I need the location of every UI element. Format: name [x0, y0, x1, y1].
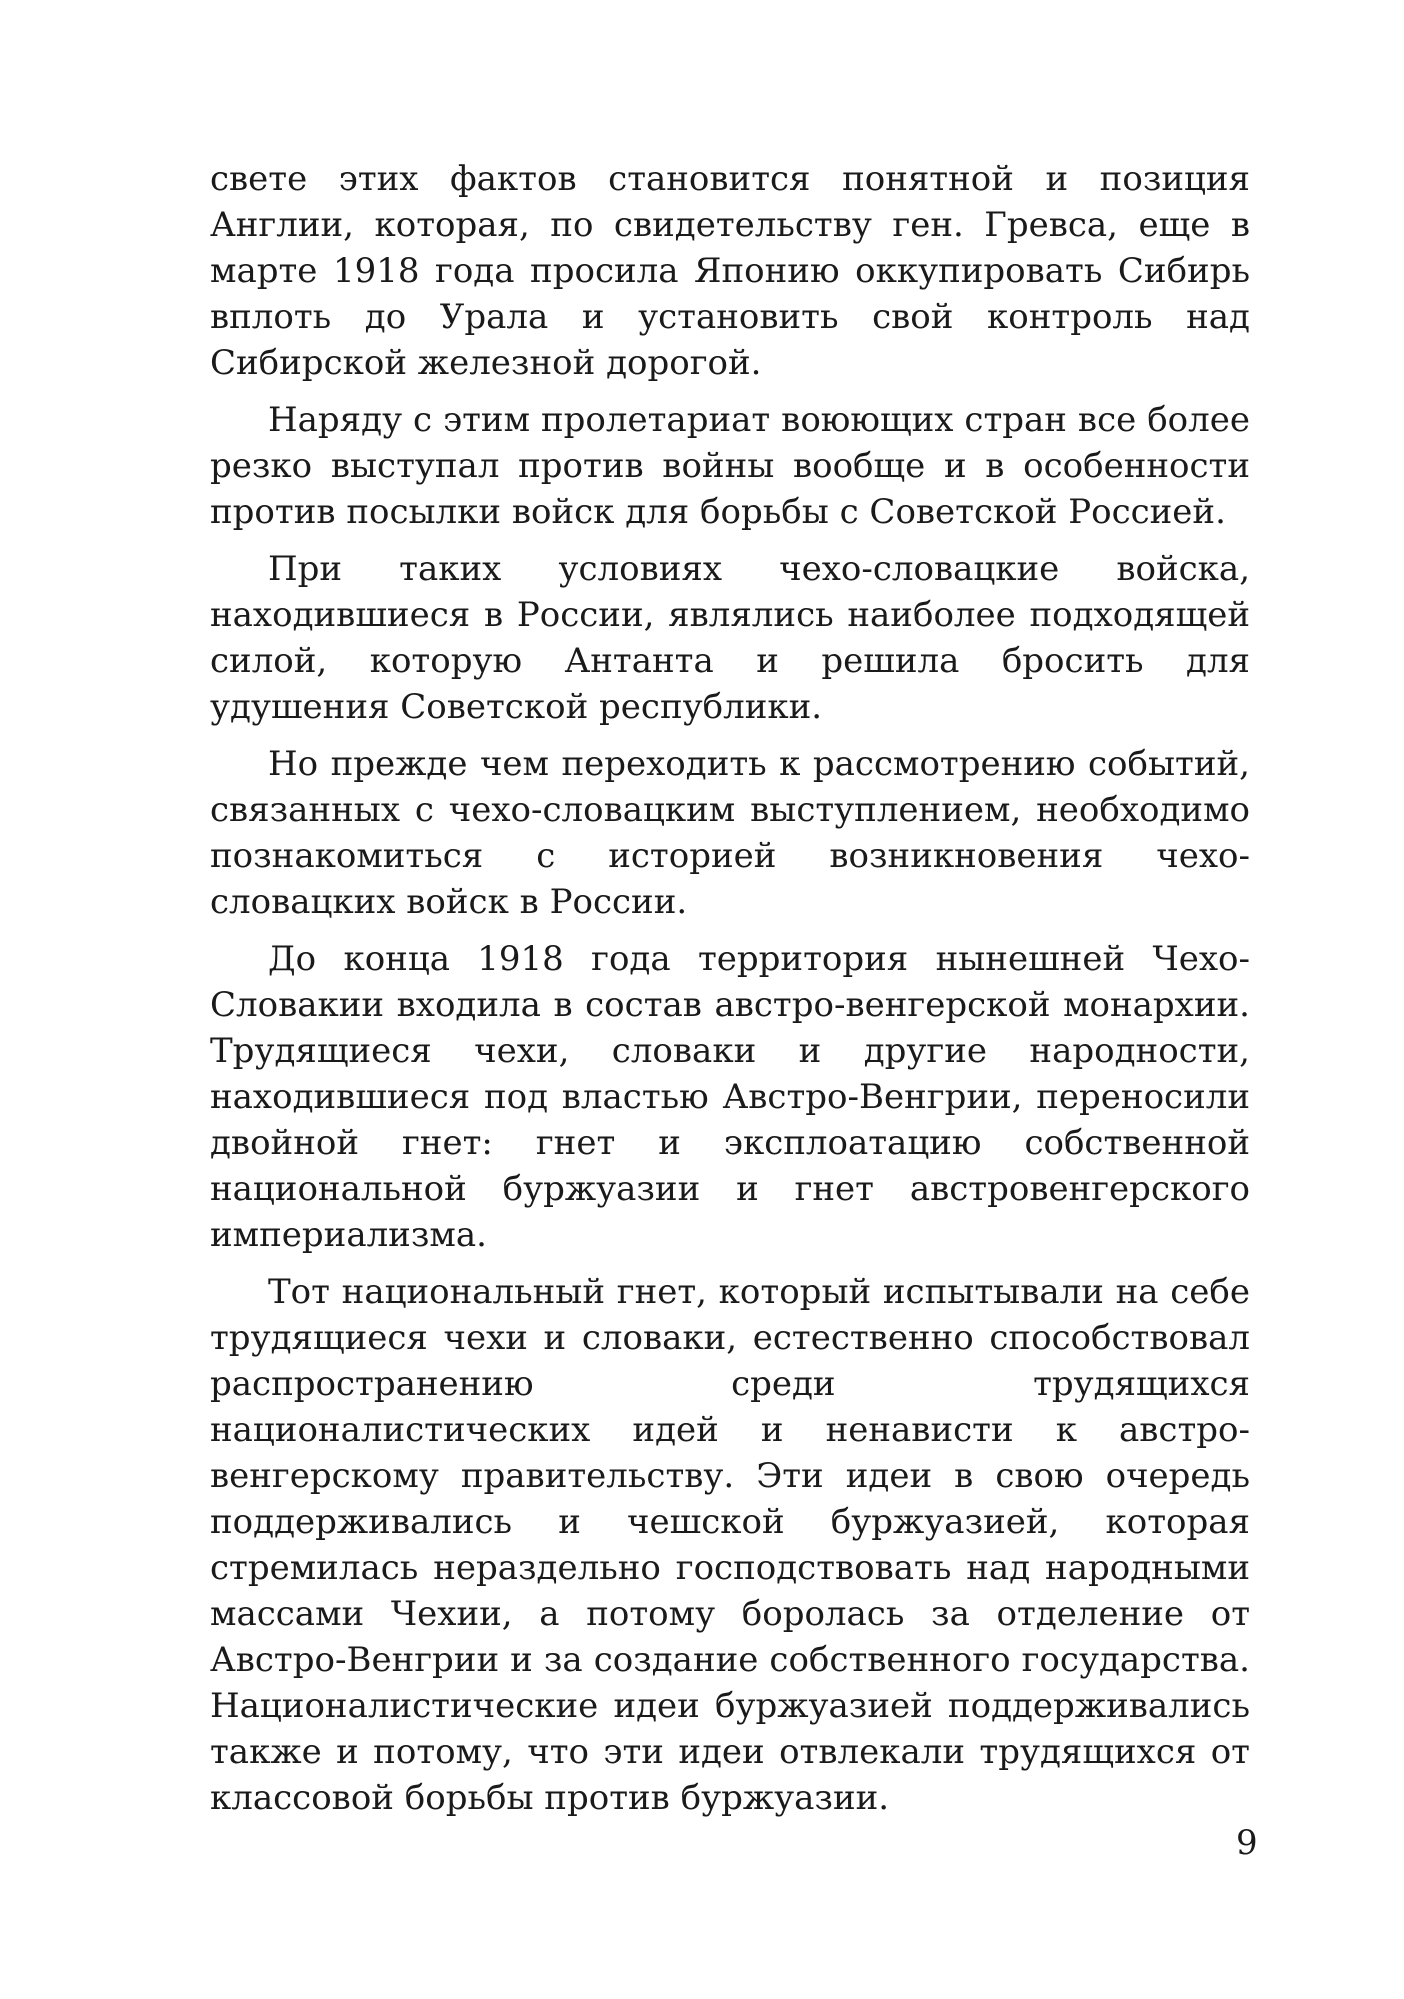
paragraph: Наряду с этим пролетариат воюющих стран все более резко выступал против войны вообще и в особенности против посылки войск для борьбы с Советской Россией.	[210, 400, 1250, 532]
paragraph: При таких условиях чехо-словацкие войска, находившиеся в России, являлись наиболее подходящей силой, которую Антанта и решила бросить для удушения Советской республики.	[210, 549, 1250, 727]
body-text	[210, 156, 1250, 1832]
paragraph: До конца 1918 года территория нынешней Чехо-Словакии входила в состав австро-венгерской монархии. Трудящиеся чехи, словаки и другие народности, находившиеся под властью Австро-Венгрии, переносили двойной гнет: гнет и эксплоатацию собственной национальной буржуазии и гнет австровенгерского империализма.	[210, 939, 1250, 1255]
paragraph-continuation: свете этих фактов становится понятной и позиция Англии, которая, по свидетельству ген. Гревса, еще в марте 1918 года просила Японию оккупировать Сибирь вплоть до Урала и установить свой контроль над Сибирской железной дорогой.	[210, 159, 1250, 383]
page-number: 9	[1236, 1823, 1258, 1863]
paragraph: Но прежде чем переходить к рассмотрению событий, связанных с чехо-словацким выступлением, необходимо познакомиться с историей возникновения чехо-словацких войск в России.	[210, 744, 1250, 922]
paragraph: Тот национальный гнет, который испытывали на себе трудящиеся чехи и словаки, естественно способствовал распространению среди трудящихся националистических идей и ненависти к австро-венгерскому правительству. Эти идеи в свою очередь поддерживались и чешской буржуазией, которая стремилась нераздельно господствовать над народными массами Чехии, а потому боролась за отделение от Австро-Венгрии и за создание собственного государства. Националистические идеи буржуазией поддерживались также и потому, что эти идеи отвлекали трудящихся от классовой борьбы против буржуазии.	[210, 1272, 1250, 1818]
